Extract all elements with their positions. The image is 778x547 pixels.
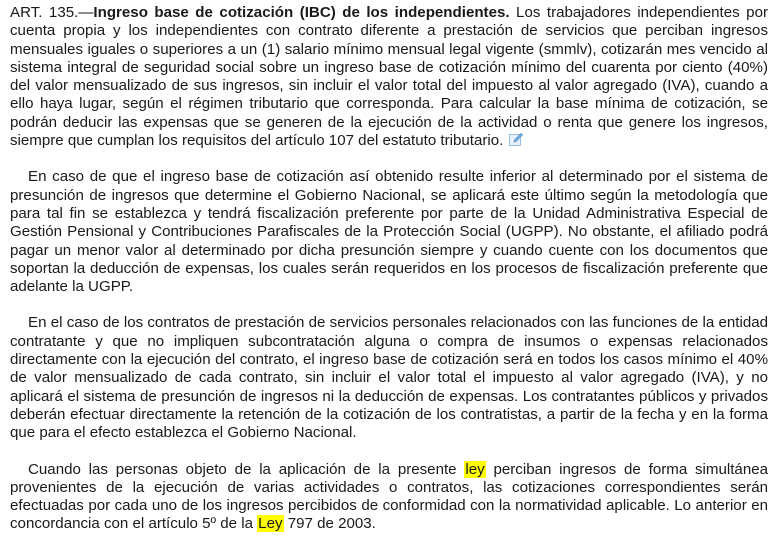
paragraph-4-text-a: Cuando las personas objeto de la aplicación de la presente	[28, 460, 465, 478]
article-title: Ingreso base de cotización (IBC) de los independientes.	[93, 4, 510, 21]
paragraph-4-text-c: 797 de 2003.	[283, 515, 376, 533]
search-highlight-ley-2: Ley	[258, 515, 283, 533]
article-paragraph-4	[10, 461, 768, 534]
paragraph-4-text-b: perciban ingresos de forma simultánea provenientes de la ejecución de varias actividades o contratos, las cotizaciones correspondientes serán efectuadas por cada uno de los ingresos percibidos de conformidad con la normatividad aplicable. Lo anterior en concordancia con el artículo 5º de la	[10, 460, 769, 533]
edit-icon[interactable]	[509, 132, 524, 147]
article-paragraph-3: En el caso de los contratos de prestación de servicios personales relacionados con las funciones de la entidad contratante y que no impliquen subcontratación alguna o compra de insumos o expensas relacionados directamente con la ejecución del contrato, el ingreso base de cotización será en todos los casos mínimo el 40% de valor mensualizado de cada contrato, sin incluir el valor total el impuesto al valor agregado (IVA), y no aplicará el sistema de presunción de ingresos ni la deducción de expensas. Los contratantes públicos y privados deberán efectuar directamente la retención de la cotización de los contratistas, a partir de la fecha y en la forma que para el efecto establezca el Gobierno Nacional.	[10, 314, 768, 442]
article-paragraph-1	[10, 4, 768, 150]
article-paragraph-2: En caso de que el ingreso base de cotización así obtenido resulte inferior al determinado por el sistema de presunción de ingresos que determine el Gobierno Nacional, se aplicará este último según la metodología que para tal fin se establezca y tendrá fiscalización preferente por parte de la Unidad Administrativa Especial de Gestión Pensional y Contribuciones Parafiscales de la Protección Social (UGPP). No obstante, el afiliado podrá pagar un menor valor al determinado por dicha presunción siempre y cuando cuente con los documentos que soportan la deducción de expensas, los cuales serán requeridos en los procesos de fiscalización preferente que adelante la UGPP.	[10, 168, 768, 296]
search-highlight-ley: ley	[465, 460, 485, 478]
article-paragraph-1-text: Los trabajadores independientes por cuenta propia y los independientes con contrato diferente a prestación de servicios que perciban ingresos mensuales iguales o superiores a un (1) salario mínimo mensual legal vigente (smmlv), cotizarán mes vencido al sistema integral de seguridad social sobre un ingreso base de cotización mínimo del cuarenta por ciento (40%) del valor mensualizado de sus ingresos, sin incluir el valor total del impuesto al valor agregado (IVA), cuando a ello haya lugar, según el régimen tributario que corresponda. Para calcular la base mínima de cotización, se podrán deducir las expensas que se generen de la ejecución de la actividad o renta que genere los ingresos, siempre que cumplan los requisitos del artículo 107 del estatuto tributario.	[10, 4, 768, 150]
article-number: ART. 135.—	[10, 4, 94, 21]
